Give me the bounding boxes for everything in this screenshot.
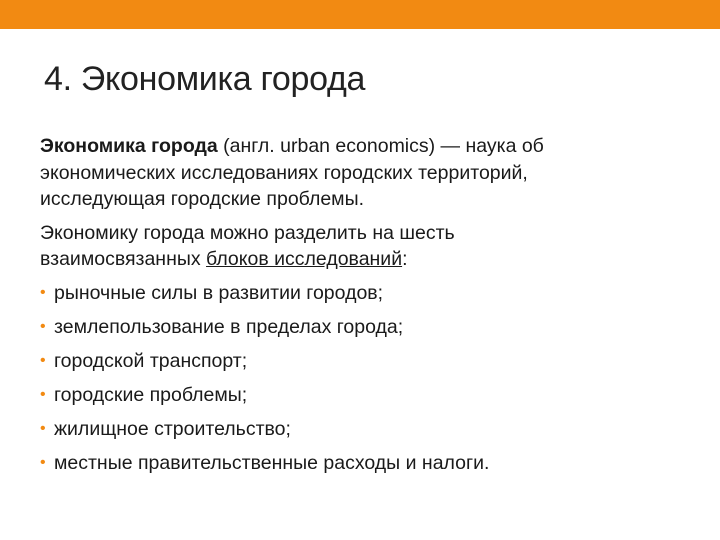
bullet-icon: • bbox=[40, 317, 46, 335]
bullet-icon: • bbox=[40, 385, 46, 403]
research-blocks-list bbox=[40, 280, 680, 477]
intro-line-1: Экономику города можно разделить на шесть bbox=[40, 221, 455, 244]
defined-term: Экономика города bbox=[40, 135, 218, 157]
list-item-text: рыночные силы в развитии городов; bbox=[54, 281, 384, 304]
definition-line-2: экономических исследованиях городских территорий, bbox=[40, 161, 528, 184]
list-item-text: местные правительственные расходы и налоги. bbox=[54, 451, 490, 474]
intro-line-2-end: : bbox=[402, 248, 408, 270]
slide-title: 4. Экономика города bbox=[44, 60, 366, 98]
list-item-text: городской транспорт; bbox=[54, 349, 248, 372]
research-blocks-link[interactable]: блоков исследований bbox=[206, 248, 403, 270]
bullet-icon: • bbox=[40, 283, 46, 301]
list-item bbox=[40, 348, 680, 375]
definition-paragraph bbox=[40, 133, 680, 213]
intro-line-2 bbox=[40, 246, 680, 273]
list-item bbox=[40, 450, 680, 477]
list-item bbox=[40, 280, 680, 307]
list-item-text: жилищное строительство; bbox=[54, 417, 291, 440]
top-accent-bar bbox=[0, 0, 720, 29]
bullet-icon: • bbox=[40, 453, 46, 471]
intro-paragraph bbox=[40, 220, 680, 273]
list-item bbox=[40, 314, 680, 341]
bullet-icon: • bbox=[40, 351, 46, 369]
list-item-text: городские проблемы; bbox=[54, 383, 248, 406]
list-item bbox=[40, 416, 680, 443]
list-item bbox=[40, 382, 680, 409]
definition-line-1-rest: (англ. urban economics) — наука об bbox=[217, 135, 544, 157]
slide-body bbox=[40, 133, 680, 484]
list-item-text: землепользование в пределах города; bbox=[54, 315, 404, 338]
definition-line-1 bbox=[40, 133, 680, 160]
definition-line-3: исследующая городские проблемы. bbox=[40, 188, 365, 210]
bullet-icon: • bbox=[40, 419, 46, 437]
intro-line-2-start: взаимосвязанных bbox=[40, 248, 207, 270]
